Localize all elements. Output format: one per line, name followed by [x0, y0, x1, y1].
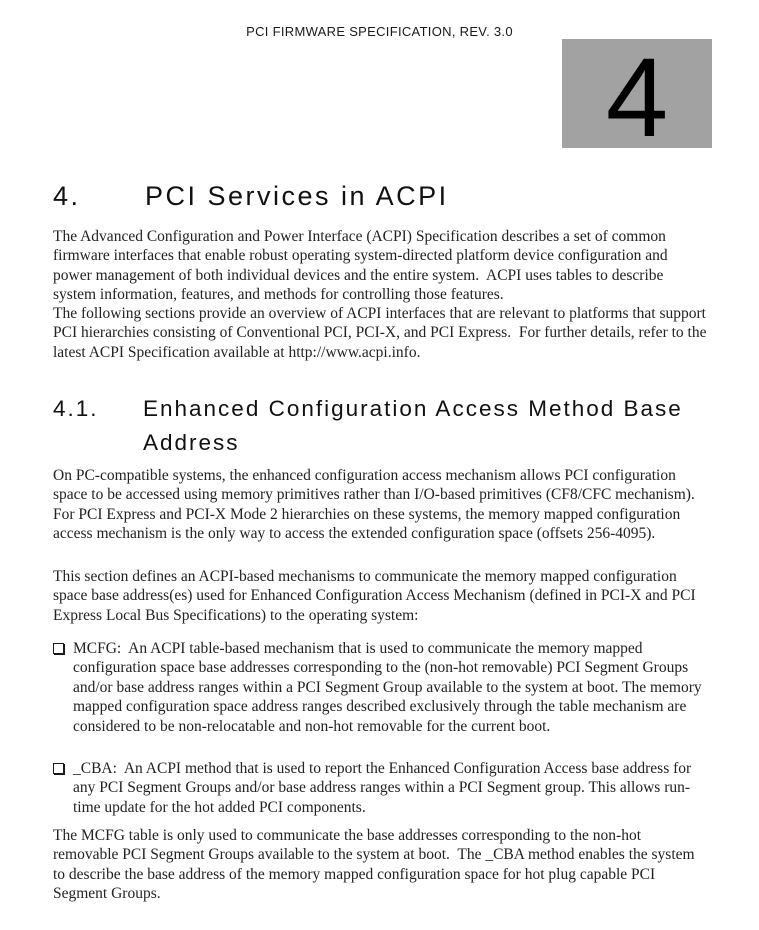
bullet-text-mcfg: MCFG: An ACPI table-based mechanism that is used to communicate the memory mapped configuration space base addresses corresponding to the (non-hot removable) PCI Segment Groups and/or base address ranges within a PCI Segment Group available to the system at boot. The memory mapped configuration space address ranges described exclusively through the table mechanism are considered to be non-relocatable and non-hot removable for the current boot.	[73, 640, 706, 735]
paragraph-acpi-overview: The Advanced Configuration and Power Interface (ACPI) Specification describes a set of common firmware interfaces that enable robust operating system-directed platform device configuration and power management of both individual devices and the entire system. ACPI uses tables to describe system information, features, and methods for controlling those features.	[53, 228, 672, 304]
square-bullet-icon	[53, 643, 64, 654]
running-header: PCI FIRMWARE SPECIFICATION, REV. 3.0	[246, 24, 513, 39]
chapter-number: 4.	[53, 181, 81, 211]
bullet-item-mcfg	[53, 639, 707, 736]
chapter-number-tab	[562, 34, 712, 160]
chapter-tab-number: 4	[605, 34, 669, 160]
paragraph-sections-overview: The following sections provide an overview of ACPI interfaces that are relevant to platforms that support PCI hierarchies consisting of Conventional PCI, PCI-X, and PCI Express. For further details, refer to the latest ACPI Specification available at http://www.acpi.info.	[53, 305, 711, 361]
section-heading	[53, 392, 733, 460]
chapter-title: PCI Services in ACPI	[145, 181, 449, 211]
section-title	[53, 392, 733, 460]
section-number: 4.1.	[53, 396, 99, 421]
paragraph-ecam-intro: On PC-compatible systems, the enhanced configuration access mechanism allows PCI configuration space to be accessed using memory primitives rather than I/O-based primitives (CF8/CFC mechanism). For PCI Express and PCI-X Mode 2 hierarchies on these systems, the memory mapped configuration access mechanism is the only way to access the extended configuration space (offsets 256-4095).	[53, 467, 703, 543]
square-bullet-icon	[53, 763, 64, 774]
section-title-line1: Enhanced Configuration Access Method Base	[143, 396, 683, 421]
bullet-item-cba	[53, 759, 707, 817]
chapter-heading	[53, 180, 713, 212]
paragraph-mechanisms-intro: This section defines an ACPI-based mechanisms to communicate the memory mapped configuration space base address(es) used for Enhanced Configuration Access Mechanism (defined in PCI-X and PCI Express Local Bus Specifications) to the operating system:	[53, 568, 700, 624]
bullet-text-cba: _CBA: An ACPI method that is used to report the Enhanced Configuration Access base address for any PCI Segment Groups and/or base address ranges within a PCI Segment group. This allows run-time update for the hot added PCI components.	[73, 760, 696, 816]
paragraph-mcfg-closing: The MCFG table is only used to communicate the base addresses corresponding to the non-hot removable PCI Segment Groups available to the system at boot. The _CBA method enables the system to describe the base address of the memory mapped configuration space for hot plug capable PCI Segment Groups.	[53, 827, 699, 903]
section-title-line2: Address	[143, 430, 240, 455]
